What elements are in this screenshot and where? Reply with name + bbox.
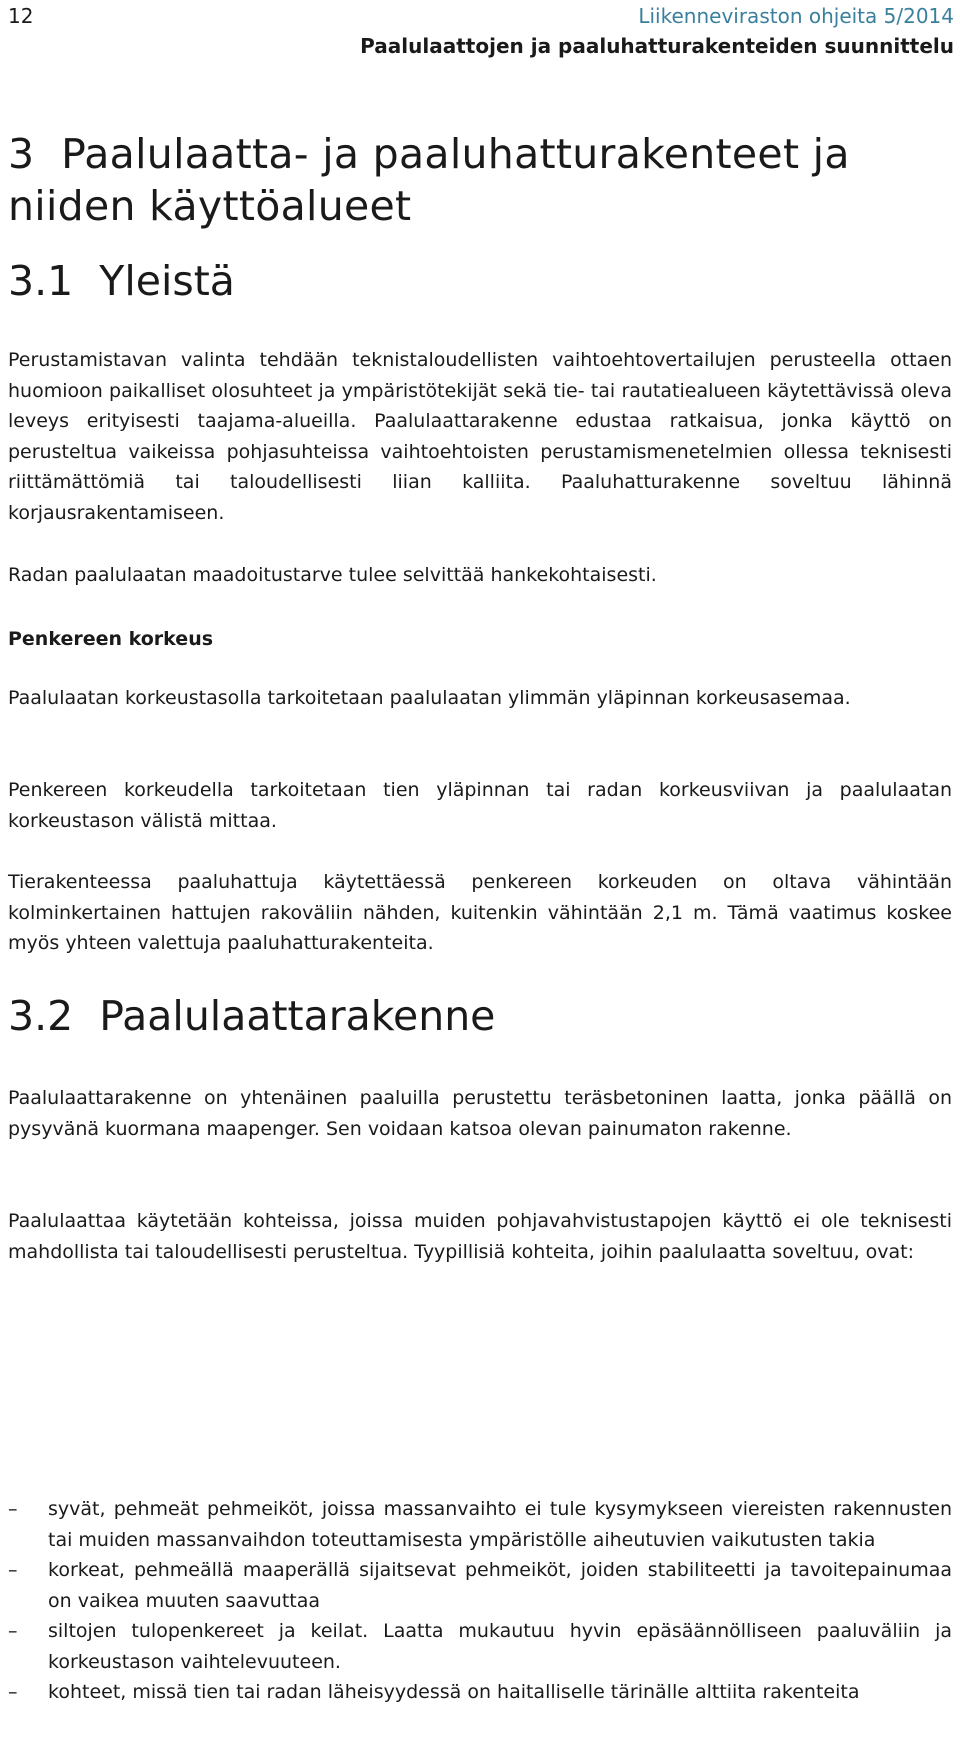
paragraph: Perustamistavan valinta tehdään teknistaloudellisten vaihtoehtovertailujen perusteella ottaen huomioon paikalliset olosuhteet ja ympäristötekijät sekä tie- tai rautatiealueen käytettävissä oleva leveys erityisesti taajama-alueilla. Paalulaattarakenne edustaa ratkaisua, jonka käyttö on perusteltua vaikeissa pohjasuhteissa vaihtoehtoisten perustamismenetelmien ollessa teknisesti riittämättömiä tai taloudellisesti liian kalliita. Paaluhatturakenne soveltuu lähinnä korjausrakentamiseen.	[8, 349, 952, 524]
subheading: Penkereen korkeus	[8, 628, 214, 650]
paragraph: Tierakenteessa paaluhattuja käytettäessä penkereen korkeuden on oltava vähintään kolminkertainen hattujen rakoväliin nähden, kuitenkin vähintään 2,1 m. Tämä vaatimus koskee myös yhteen valettuja paaluhatturakenteita.	[8, 871, 952, 954]
section-title: Paalulaattarakenne	[99, 992, 496, 1040]
paragraph: Paalulaattarakenne on yhtenäinen paaluilla perustettu teräsbetoninen laatta, jonka päällä on pysyvänä kuormana maapenger. Sen voidaan katsoa olevan painumaton rakenne.	[8, 1087, 952, 1140]
section-number: 3.2	[8, 992, 74, 1040]
section-heading-3-1	[8, 255, 235, 307]
list-item	[8, 1677, 952, 1708]
chapter-heading	[8, 128, 908, 232]
list-item-text: kohteet, missä tien tai radan läheisyydessä on haitalliselle tärinälle alttiita rakenteita	[48, 1681, 860, 1703]
running-header	[360, 4, 954, 58]
list-item	[8, 1555, 952, 1616]
paragraph: Paalulaattaa käytetään kohteissa, joissa muiden pohjavahvistustapojen käyttö ei ole teknisesti mahdollista tai taloudellisesti perusteltua. Tyypillisiä kohteita, joihin paalulaatta soveltuu, ovat:	[8, 1210, 952, 1263]
list-item-text: korkeat, pehmeällä maaperällä sijaitsevat pehmeiköt, joiden stabiliteetti ja tavoitepainumaa on vaikea muuten saavuttaa	[48, 1559, 952, 1612]
dash-bullet: –	[8, 1559, 18, 1581]
use-case-list	[8, 1494, 952, 1708]
section-number: 3.1	[8, 257, 74, 305]
document-title: Paalulaattojen ja paaluhatturakenteiden suunnittelu	[360, 34, 954, 58]
dash-bullet: –	[8, 1620, 18, 1642]
section-title: Yleistä	[99, 257, 235, 305]
list-item-text: siltojen tulopenkereet ja keilat. Laatta mukautuu hyvin epäsäännölliseen paaluväliin ja korkeustason vaihtelevuuteen.	[48, 1620, 952, 1673]
chapter-number: 3	[8, 130, 35, 178]
dash-bullet: –	[8, 1498, 18, 1520]
list-item	[8, 1616, 952, 1677]
list-item	[8, 1494, 952, 1555]
paragraph: Radan paalulaatan maadoitustarve tulee selvittää hankekohtaisesti.	[8, 564, 657, 586]
paragraph: Penkereen korkeudella tarkoitetaan tien yläpinnan tai radan korkeusviivan ja paalulaatan korkeustason välistä mittaa.	[8, 779, 952, 832]
page-number: 12	[8, 4, 34, 28]
dash-bullet: –	[8, 1681, 18, 1703]
section-heading-3-2	[8, 990, 495, 1042]
list-item-text: syvät, pehmeät pehmeiköt, joissa massanvaihto ei tule kysymykseen viereisten rakennusten tai muiden massanvaihdon toteuttamisesta ympäristölle aiheutuvien vaikutusten takia	[48, 1498, 952, 1551]
publication-label: Liikenneviraston ohjeita 5/2014	[638, 4, 954, 28]
chapter-title: Paalulaatta- ja paaluhatturakenteet ja niiden käyttöalueet	[8, 130, 850, 230]
paragraph: Paalulaatan korkeustasolla tarkoitetaan paalulaatan ylimmän yläpinnan korkeusasemaa.	[8, 687, 851, 709]
